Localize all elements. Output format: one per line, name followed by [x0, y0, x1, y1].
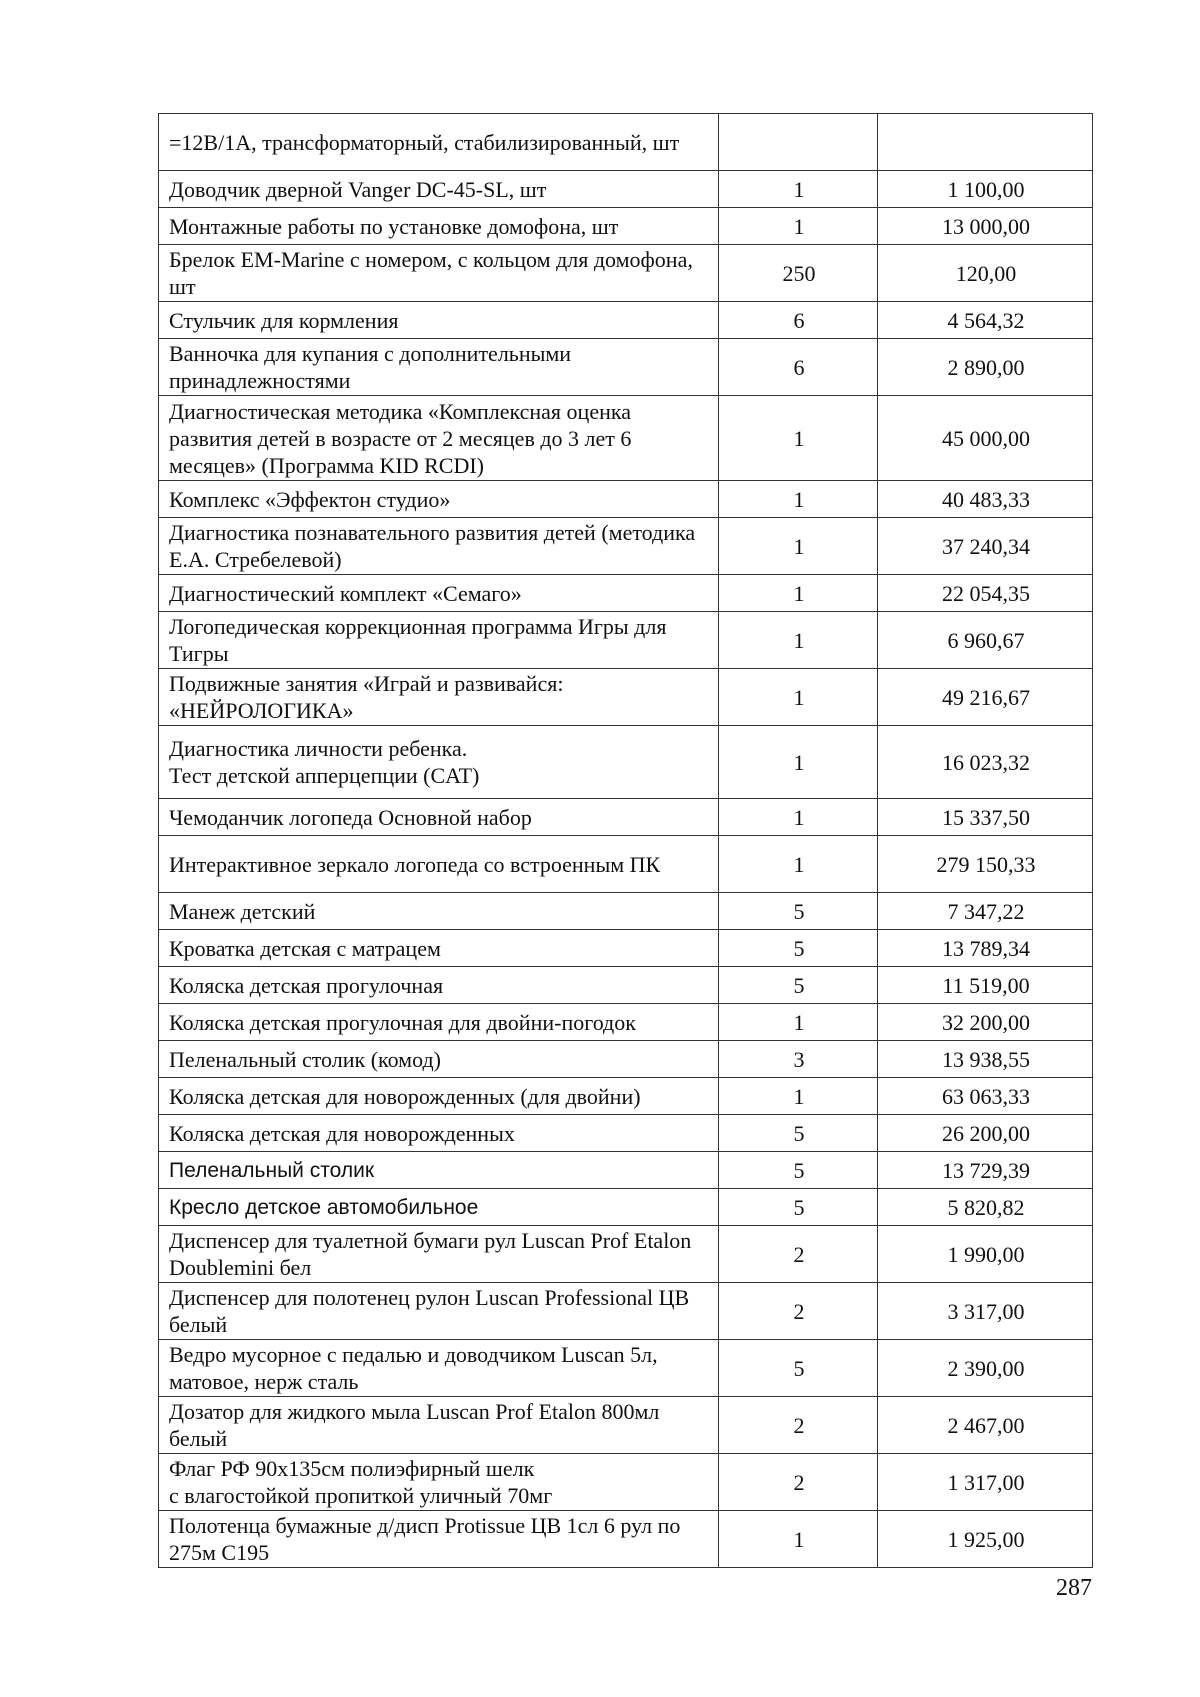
price-cell: 13 729,39: [878, 1152, 1093, 1189]
price-cell: 49 216,67: [878, 669, 1093, 726]
price-cell: 5 820,82: [878, 1189, 1093, 1226]
price-cell: 1 100,00: [878, 171, 1093, 208]
item-name-cell: Кроватка детская с матрацем: [159, 930, 719, 967]
price-cell: 15 337,50: [878, 799, 1093, 836]
quantity-cell: 1: [719, 612, 878, 669]
price-cell: 40 483,33: [878, 481, 1093, 518]
item-name-cell: Ведро мусорное с педалью и доводчиком Luscan 5л, матовое, нерж сталь: [159, 1340, 719, 1397]
quantity-cell: 5: [719, 930, 878, 967]
price-cell: 1 925,00: [878, 1511, 1093, 1568]
quantity-cell: 1: [719, 726, 878, 799]
table-row: [159, 1283, 1093, 1340]
price-cell: 32 200,00: [878, 1004, 1093, 1041]
table-row: [159, 1115, 1093, 1152]
quantity-cell: 2: [719, 1397, 878, 1454]
table-row: [159, 612, 1093, 669]
price-cell: 1 317,00: [878, 1454, 1093, 1511]
price-cell: 4 564,32: [878, 302, 1093, 339]
item-name-cell: Кресло детское автомобильное: [159, 1189, 719, 1226]
table-row: [159, 967, 1093, 1004]
quantity-cell: [719, 114, 878, 171]
table-row: [159, 1340, 1093, 1397]
table-row: [159, 302, 1093, 339]
item-name-cell: Стульчик для кормления: [159, 302, 719, 339]
item-name-cell: Диагностический комплект «Семаго»: [159, 575, 719, 612]
item-name-cell: Коляска детская для новорожденных (для двойни): [159, 1078, 719, 1115]
quantity-cell: 2: [719, 1226, 878, 1283]
table-row: [159, 669, 1093, 726]
quantity-cell: 1: [719, 799, 878, 836]
price-cell: 13 789,34: [878, 930, 1093, 967]
quantity-cell: 2: [719, 1454, 878, 1511]
quantity-cell: 1: [719, 171, 878, 208]
table-row: [159, 518, 1093, 575]
quantity-cell: 1: [719, 575, 878, 612]
table-row: [159, 1004, 1093, 1041]
table-row: [159, 726, 1093, 799]
price-cell: 37 240,34: [878, 518, 1093, 575]
table-row: [159, 396, 1093, 481]
quantity-cell: 2: [719, 1283, 878, 1340]
price-cell: 13 000,00: [878, 208, 1093, 245]
table-row: [159, 799, 1093, 836]
quantity-cell: 1: [719, 1004, 878, 1041]
quantity-cell: 250: [719, 245, 878, 302]
price-cell: 7 347,22: [878, 893, 1093, 930]
table-row: [159, 481, 1093, 518]
page-number: 287: [1056, 1575, 1092, 1601]
price-cell: 63 063,33: [878, 1078, 1093, 1115]
item-name-cell: Дозатор для жидкого мыла Luscan Prof Etalon 800мл белый: [159, 1397, 719, 1454]
quantity-cell: 5: [719, 967, 878, 1004]
table-row: [159, 1189, 1093, 1226]
quantity-cell: 1: [719, 669, 878, 726]
item-name-cell: Монтажные работы по установке домофона, шт: [159, 208, 719, 245]
item-name-cell: =12В/1А, трансформаторный, стабилизированный, шт: [159, 114, 719, 171]
quantity-cell: 6: [719, 339, 878, 396]
price-cell: 22 054,35: [878, 575, 1093, 612]
price-cell: 2 890,00: [878, 339, 1093, 396]
quantity-cell: 5: [719, 893, 878, 930]
price-cell: 2 467,00: [878, 1397, 1093, 1454]
table-row: [159, 1152, 1093, 1189]
table-row: [159, 339, 1093, 396]
item-name-cell: Коляска детская прогулочная: [159, 967, 719, 1004]
quantity-cell: 5: [719, 1152, 878, 1189]
table-row: [159, 1078, 1093, 1115]
price-cell: 16 023,32: [878, 726, 1093, 799]
price-cell: [878, 114, 1093, 171]
quantity-cell: 1: [719, 836, 878, 893]
quantity-cell: 5: [719, 1189, 878, 1226]
price-cell: 6 960,67: [878, 612, 1093, 669]
item-name-cell: Интерактивное зеркало логопеда со встроенным ПК: [159, 836, 719, 893]
quantity-cell: 1: [719, 518, 878, 575]
table-row: [159, 1454, 1093, 1511]
item-name-cell: Логопедическая коррекционная программа Игры для Тигры: [159, 612, 719, 669]
item-name-cell: Манеж детский: [159, 893, 719, 930]
item-name-cell: Диагностика познавательного развития детей (методика Е.А. Стребелевой): [159, 518, 719, 575]
item-name-cell: Чемоданчик логопеда Основной набор: [159, 799, 719, 836]
item-name-cell: Диспенсер для туалетной бумаги рул Luscan Prof Etalon Doublemini бел: [159, 1226, 719, 1283]
item-name-cell: Диагностика личности ребенка. Тест детской апперцепции (CAT): [159, 726, 719, 799]
price-cell: 26 200,00: [878, 1115, 1093, 1152]
price-cell: 13 938,55: [878, 1041, 1093, 1078]
table-row: [159, 171, 1093, 208]
table-row: [159, 930, 1093, 967]
item-name-cell: Полотенца бумажные д/дисп Protissue ЦВ 1сл 6 рул по 275м С195: [159, 1511, 719, 1568]
table-body: [159, 114, 1093, 1568]
quantity-cell: 1: [719, 1511, 878, 1568]
item-name-cell: Коляска детская для новорожденных: [159, 1115, 719, 1152]
table-row: [159, 893, 1093, 930]
price-cell: 120,00: [878, 245, 1093, 302]
price-cell: 45 000,00: [878, 396, 1093, 481]
quantity-cell: 1: [719, 481, 878, 518]
item-name-cell: Пеленальный столик (комод): [159, 1041, 719, 1078]
quantity-cell: 1: [719, 1078, 878, 1115]
price-cell: 1 990,00: [878, 1226, 1093, 1283]
quantity-cell: 3: [719, 1041, 878, 1078]
price-cell: 3 317,00: [878, 1283, 1093, 1340]
table-row: [159, 1226, 1093, 1283]
table-row: [159, 1041, 1093, 1078]
item-name-cell: Комплекс «Эффектон студио»: [159, 481, 719, 518]
item-name-cell: Ванночка для купания с дополнительными принадлежностями: [159, 339, 719, 396]
item-name-cell: Флаг РФ 90х135см полиэфирный шелк с влагостойкой пропиткой уличный 70мг: [159, 1454, 719, 1511]
item-name-cell: Коляска детская прогулочная для двойни-погодок: [159, 1004, 719, 1041]
table-row: [159, 208, 1093, 245]
table-row: [159, 245, 1093, 302]
price-cell: 279 150,33: [878, 836, 1093, 893]
item-name-cell: Пеленальный столик: [159, 1152, 719, 1189]
item-name-cell: Подвижные занятия «Играй и развивайся: «НЕЙРОЛОГИКА»: [159, 669, 719, 726]
item-name-cell: Диспенсер для полотенец рулон Luscan Professional ЦВ белый: [159, 1283, 719, 1340]
quantity-cell: 1: [719, 208, 878, 245]
item-name-cell: Брелок EM-Marine с номером, с кольцом для домофона, шт: [159, 245, 719, 302]
quantity-cell: 5: [719, 1115, 878, 1152]
price-cell: 11 519,00: [878, 967, 1093, 1004]
item-name-cell: Доводчик дверной Vanger DC-45-SL, шт: [159, 171, 719, 208]
quantity-cell: 6: [719, 302, 878, 339]
price-cell: 2 390,00: [878, 1340, 1093, 1397]
quantity-cell: 5: [719, 1340, 878, 1397]
quantity-cell: 1: [719, 396, 878, 481]
table-row: [159, 575, 1093, 612]
table-row: [159, 114, 1093, 171]
item-name-cell: Диагностическая методика «Комплексная оценка развития детей в возрасте от 2 месяцев до 3 лет 6 месяцев» (Программа KID RCDI): [159, 396, 719, 481]
equipment-table: [158, 113, 1093, 1568]
table-row: [159, 836, 1093, 893]
table-row: [159, 1397, 1093, 1454]
table-row: [159, 1511, 1093, 1568]
